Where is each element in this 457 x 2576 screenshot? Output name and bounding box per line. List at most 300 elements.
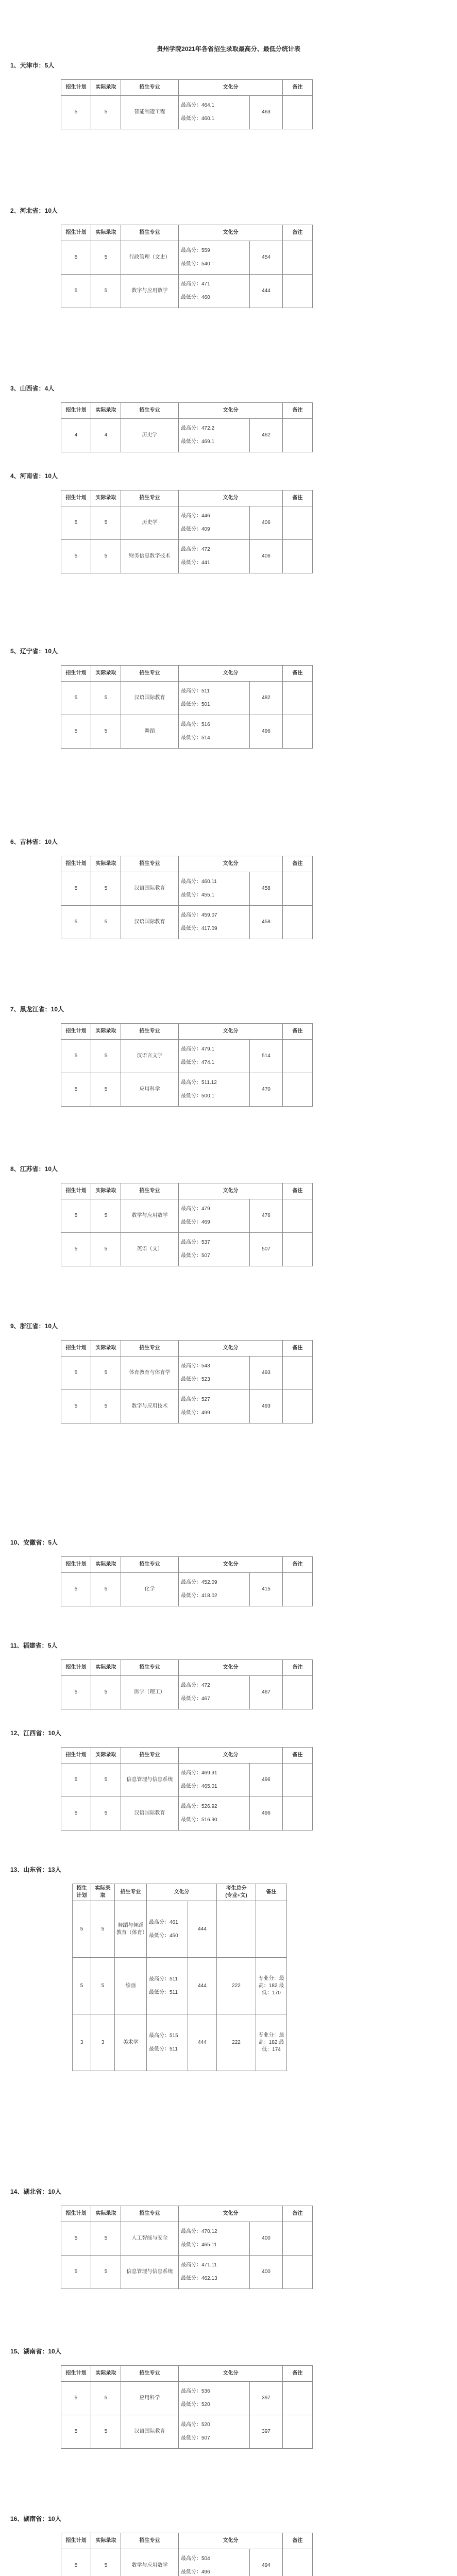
major-cell: 数字与应用数学: [121, 275, 179, 308]
table-row: [73, 1958, 287, 2014]
plan-header: 招生计划: [61, 1183, 91, 1199]
major-header: 招生专业: [121, 666, 179, 682]
max-score: [181, 2421, 247, 2429]
score-range-cell: [179, 540, 250, 573]
score-cell: 507: [250, 1233, 283, 1266]
min-score: [181, 2569, 247, 2576]
min-score: [181, 2242, 247, 2249]
min-score-value: 418.02: [201, 1593, 217, 1599]
min-score-value: 465.01: [201, 1784, 217, 1789]
min-score: [181, 560, 247, 567]
max-score-label: 最高分：: [181, 1240, 201, 1245]
score-header: 文化分: [179, 1660, 283, 1676]
actual-cell: 5: [91, 275, 121, 308]
min-score-value: 520: [201, 2402, 210, 2408]
header-row: [61, 2533, 313, 2549]
max-score-value: 511.12: [201, 1080, 217, 1086]
table-row: [73, 2014, 287, 2071]
min-score-label: 最低分：: [181, 702, 201, 707]
max-score-value: 511: [170, 1976, 178, 1982]
header-row: [61, 1341, 313, 1357]
score-cell: 458: [250, 872, 283, 906]
major-header: 招生专业: [121, 2533, 179, 2549]
actual-header: 实际录取: [91, 1660, 121, 1676]
table-row: [61, 906, 313, 939]
min-score-label: 最低分：: [181, 1696, 201, 1702]
min-score-value: 450: [170, 1933, 178, 1939]
max-score-label: 最高分：: [149, 1976, 170, 1982]
min-score-value: 441: [201, 560, 210, 566]
min-score-label: 最低分：: [181, 1093, 201, 1099]
min-score-label: 最低分：: [181, 1817, 201, 1823]
min-score-label: 最低分：: [181, 560, 201, 566]
admission-table: [61, 2365, 313, 2449]
max-score-value: 515: [170, 2032, 178, 2039]
table-row: [61, 96, 313, 129]
table-row: [61, 1797, 313, 1831]
actual-header: 实际录取: [91, 2533, 121, 2549]
plan-cell: 5: [61, 1357, 91, 1390]
note-cell: [283, 96, 313, 129]
max-score-value: 537: [201, 1240, 210, 1245]
table-row: [61, 275, 313, 308]
score-cell: 494: [250, 2549, 283, 2576]
actual-cell: 5: [91, 241, 121, 275]
section-heading: 7、黑龙江省：10人: [10, 1006, 64, 1013]
max-score-value: 511: [201, 688, 210, 694]
actual-cell: 5: [91, 1764, 121, 1797]
actual-cell: 5: [91, 1797, 121, 1831]
max-score: [181, 1770, 247, 1777]
major-cell: 人工智能与安全: [121, 2222, 179, 2256]
min-score: [181, 438, 247, 446]
major-cell: 数学与应用数学: [121, 1199, 179, 1233]
plan-cell: 5: [61, 906, 91, 939]
max-score-value: 504: [201, 2556, 210, 2562]
table-row: [61, 2256, 313, 2289]
max-score: [181, 688, 247, 695]
plan-header: 招生计划: [61, 1341, 91, 1357]
note-header: 备注: [283, 1748, 313, 1764]
max-score-value: 516: [201, 722, 210, 727]
min-score: [181, 1093, 247, 1100]
total-header: [217, 1884, 256, 1901]
max-score-label: 最高分：: [181, 722, 201, 727]
score-cell: 454: [250, 241, 283, 275]
plan-header: 招生计划: [61, 490, 91, 506]
score-cell: 493: [250, 1357, 283, 1390]
min-score-value: 496: [201, 2569, 210, 2575]
actual-cell: 5: [91, 1233, 121, 1266]
score-cell: 444: [250, 275, 283, 308]
max-score: [181, 1206, 247, 1213]
min-score-value: 500.1: [201, 1093, 215, 1099]
actual-cell: 5: [91, 1073, 121, 1107]
note-cell: [283, 419, 313, 452]
header-row: [61, 856, 313, 872]
plan-cell: 5: [61, 1199, 91, 1233]
min-score: [181, 1252, 247, 1260]
actual-cell: 5: [91, 1199, 121, 1233]
max-score-label: 最高分：: [181, 1206, 201, 1212]
min-score: [181, 735, 247, 742]
table-row: [61, 1764, 313, 1797]
min-score-label: 最低分：: [181, 2402, 201, 2408]
major-header: 招生专业: [115, 1884, 147, 1901]
max-score-value: 526.92: [201, 1804, 217, 1809]
table-row: [61, 1233, 313, 1266]
max-score-label: 最高分：: [181, 513, 201, 519]
section-heading: 13、山东省：13人: [10, 1866, 61, 1873]
score-cell: 444: [188, 1958, 217, 2014]
header-row: [61, 1183, 313, 1199]
min-score-label: 最低分：: [181, 2276, 201, 2281]
actual-header: 实际录取: [91, 403, 121, 419]
table-row: [61, 2549, 313, 2576]
note-cell: [283, 1390, 313, 1423]
plan-cell: 5: [61, 1797, 91, 1831]
actual-header: 实际录取: [91, 1341, 121, 1357]
score-cell: 514: [250, 1040, 283, 1073]
header-row: [61, 666, 313, 682]
major-cell: 数字与应用技术: [121, 1390, 179, 1423]
score-range-cell: [179, 1573, 250, 1606]
min-score: [181, 526, 247, 533]
min-score-value: 469.1: [201, 439, 215, 445]
major-cell: 医学（理工）: [121, 1676, 179, 1709]
min-score: [181, 1059, 247, 1066]
total-header-main: 考生总分: [226, 1886, 247, 1891]
note-header: 备注: [283, 856, 313, 872]
min-score-value: 409: [201, 527, 210, 532]
major-cell: 体育教育与体育学: [121, 1357, 179, 1390]
score-cell: 444: [188, 1901, 217, 1958]
min-score: [181, 892, 247, 899]
max-score-value: 543: [201, 1363, 210, 1369]
actual-header: 实际录取: [91, 666, 121, 682]
score-header: 文化分: [179, 1557, 283, 1573]
section-heading: 15、湖南省：10人: [10, 2348, 61, 2355]
actual-cell: 5: [91, 2415, 121, 2449]
max-score-label: 最高分：: [181, 2556, 201, 2562]
major-cell: 信息管理与信息系统: [121, 1764, 179, 1797]
min-score-value: 474.1: [201, 1060, 215, 1065]
score-header: 文化分: [179, 80, 283, 96]
note-cell: 专业分：最高：182 最低：174: [256, 2014, 287, 2071]
min-score-value: 462.13: [201, 2276, 217, 2281]
note-header: 备注: [283, 1024, 313, 1040]
max-score-label: 最高分：: [181, 1363, 201, 1369]
max-score-value: 472.2: [201, 426, 215, 431]
score-header: 文化分: [179, 1341, 283, 1357]
score-cell: 470: [250, 1073, 283, 1107]
score-cell: 406: [250, 506, 283, 540]
major-cell: 信息管理与信息系统: [121, 2256, 179, 2289]
max-score-label: 最高分：: [149, 1919, 170, 1925]
max-score-label: 最高分：: [181, 2229, 201, 2234]
score-range-cell: [147, 2014, 188, 2071]
major-cell: 绘画: [115, 1958, 147, 2014]
score-range-cell: [179, 1764, 250, 1797]
plan-cell: 5: [61, 96, 91, 129]
score-range-cell: [179, 1233, 250, 1266]
admission-table: [61, 1340, 313, 1423]
min-score-value: 540: [201, 261, 210, 267]
major-cell: 汉语国际教育: [121, 2415, 179, 2449]
admission-table-wide: [72, 1884, 287, 2071]
note-header: 备注: [283, 1660, 313, 1676]
score-cell: 444: [188, 2014, 217, 2071]
score-header: 文化分: [179, 2533, 283, 2549]
note-header: 备注: [283, 403, 313, 419]
min-score-value: 514: [201, 735, 210, 741]
major-header: 招生专业: [121, 856, 179, 872]
score-header: 文化分: [179, 666, 283, 682]
plan-cell: 3: [73, 2014, 91, 2071]
actual-header: 实际录取: [91, 856, 121, 872]
min-score-label: 最低分：: [149, 1989, 170, 1995]
score-cell: 415: [250, 1573, 283, 1606]
min-score-value: 417.09: [201, 926, 217, 931]
score-header: 文化分: [179, 403, 283, 419]
min-score-value: 501: [201, 702, 210, 707]
max-score: [181, 1396, 247, 1403]
header-row: [61, 225, 313, 241]
header-row: [61, 2206, 313, 2222]
min-score-label: 最低分：: [181, 1060, 201, 1065]
table-row: [61, 872, 313, 906]
max-score-label: 最高分：: [181, 879, 201, 885]
plan-cell: 5: [61, 1390, 91, 1423]
header-row: [61, 1660, 313, 1676]
note-cell: [283, 715, 313, 749]
plan-cell: 5: [61, 506, 91, 540]
max-score-value: 460.11: [201, 879, 217, 885]
table-row: [61, 2382, 313, 2415]
min-score-label: 最低分：: [181, 1593, 201, 1599]
major-header: 招生专业: [121, 490, 179, 506]
header-row: [61, 1024, 313, 1040]
note-cell: [283, 1199, 313, 1233]
max-score-value: 452.09: [201, 1580, 217, 1585]
min-score: [181, 2275, 247, 2282]
max-score: [181, 1239, 247, 1246]
actual-header: 实际录取: [91, 1024, 121, 1040]
note-cell: [283, 2382, 313, 2415]
max-score: [149, 2032, 185, 2040]
score-cell: 406: [250, 540, 283, 573]
major-cell: 美术学: [115, 2014, 147, 2071]
note-cell: [283, 540, 313, 573]
min-score: [181, 1592, 247, 1600]
max-score-value: 470.12: [201, 2229, 217, 2234]
admission-table: [61, 1659, 313, 1709]
note-cell: [283, 906, 313, 939]
note-cell: [283, 1233, 313, 1266]
major-header: 招生专业: [121, 225, 179, 241]
actual-header: 实际录取: [91, 1884, 115, 1901]
admission-table: [61, 665, 313, 749]
note-cell: [283, 506, 313, 540]
max-score-label: 最高分：: [181, 1580, 201, 1585]
score-range-cell: [179, 2382, 250, 2415]
plan-header: 招生计划: [61, 1660, 91, 1676]
score-range-cell: [179, 2415, 250, 2449]
score-range-cell: [179, 1357, 250, 1390]
plan-cell: 5: [61, 2222, 91, 2256]
max-score: [181, 1363, 247, 1370]
score-range-cell: [179, 275, 250, 308]
table-row: [61, 506, 313, 540]
note-cell: [283, 241, 313, 275]
note-cell: [283, 872, 313, 906]
score-range-cell: [179, 2256, 250, 2289]
plan-cell: 5: [61, 1073, 91, 1107]
major-header: 招生专业: [121, 1183, 179, 1199]
note-cell: [283, 2256, 313, 2289]
table-row: [61, 1676, 313, 1709]
min-score-value: 516.90: [201, 1817, 217, 1823]
note-cell: [283, 1676, 313, 1709]
max-score: [181, 1046, 247, 1053]
min-score: [181, 1376, 247, 1383]
actual-cell: 5: [91, 1958, 115, 2014]
max-score: [181, 721, 247, 728]
table-row: [61, 1199, 313, 1233]
min-score-value: 499: [201, 1410, 210, 1416]
score-range-cell: [179, 96, 250, 129]
section-heading: 2、河北省：10人: [10, 207, 58, 214]
min-score-value: 507: [201, 2435, 210, 2441]
plan-cell: 5: [61, 275, 91, 308]
max-score-label: 最高分：: [181, 2262, 201, 2268]
plan-cell: 5: [61, 1764, 91, 1797]
actual-cell: 5: [91, 1390, 121, 1423]
max-score-value: 520: [201, 2422, 210, 2428]
min-score-label: 最低分：: [181, 892, 201, 898]
plan-cell: 5: [73, 1901, 91, 1958]
score-range-cell: [179, 2549, 250, 2576]
table-row: [61, 2222, 313, 2256]
score-header: 文化分: [179, 2206, 283, 2222]
note-cell: [283, 2222, 313, 2256]
plan-cell: 5: [61, 1676, 91, 1709]
min-score: [181, 1219, 247, 1226]
note-header: 备注: [283, 1557, 313, 1573]
score-range-cell: [179, 1797, 250, 1831]
note-cell: [283, 1573, 313, 1606]
max-score: [181, 247, 247, 255]
min-score-label: 最低分：: [181, 2569, 201, 2575]
score-cell: 397: [250, 2415, 283, 2449]
actual-cell: 4: [91, 419, 121, 452]
plan-cell: 5: [61, 2415, 91, 2449]
major-header: 招生专业: [121, 1024, 179, 1040]
actual-header: 实际录取: [91, 225, 121, 241]
min-score-label: 最低分：: [181, 2242, 201, 2248]
max-score-label: 最高分：: [149, 2032, 170, 2039]
max-score-label: 最高分：: [181, 1683, 201, 1688]
plan-header: 招生计划: [61, 2366, 91, 2382]
max-score: [181, 1682, 247, 1689]
score-cell: 476: [250, 1199, 283, 1233]
major-cell: 智能制造工程: [121, 96, 179, 129]
major-cell: 汉语国际教育: [121, 1797, 179, 1831]
min-score: [181, 701, 247, 708]
min-score: [181, 1817, 247, 1824]
table-row: [61, 2415, 313, 2449]
min-score-value: 455.1: [201, 892, 215, 898]
actual-header: 实际录取: [91, 2366, 121, 2382]
min-score-value: 465.11: [201, 2242, 217, 2248]
score-cell: 482: [250, 682, 283, 715]
major-header: 招生专业: [121, 403, 179, 419]
table-row: [61, 715, 313, 749]
section-heading: 9、浙江省：10人: [10, 1323, 58, 1330]
major-cell: 舞蹈与舞蹈教育（体育）: [115, 1901, 147, 1958]
major-header: 招生专业: [121, 2206, 179, 2222]
max-score: [181, 102, 247, 109]
table-row: [61, 540, 313, 573]
max-score: [181, 1803, 247, 1810]
max-score-value: 479: [201, 1206, 210, 1212]
major-header: 招生专业: [121, 1557, 179, 1573]
actual-header: 实际录取: [91, 1557, 121, 1573]
major-cell: 汉语言文学: [121, 1040, 179, 1073]
max-score-label: 最高分：: [181, 688, 201, 694]
score-header: 文化分: [179, 1024, 283, 1040]
score-cell: 397: [250, 2382, 283, 2415]
score-cell: 400: [250, 2222, 283, 2256]
total-header-sub: (专业+文): [225, 1893, 247, 1899]
plan-cell: 5: [61, 241, 91, 275]
min-score: [181, 925, 247, 933]
major-cell: 舞蹈: [121, 715, 179, 749]
note-cell: [283, 682, 313, 715]
actual-cell: 5: [91, 540, 121, 573]
actual-header: 实际录取: [91, 490, 121, 506]
admission-table: [61, 402, 313, 452]
admission-table: [61, 1023, 313, 1107]
section-heading: 12、江西省：10人: [10, 1730, 61, 1737]
score-cell: 493: [250, 1390, 283, 1423]
max-score-label: 最高分：: [181, 1397, 201, 1402]
table-row: [61, 419, 313, 452]
max-score-label: 最高分：: [181, 547, 201, 552]
table-row: [61, 1073, 313, 1107]
actual-cell: 5: [91, 906, 121, 939]
header-row: [61, 1557, 313, 1573]
min-score-label: 最低分：: [181, 261, 201, 267]
table-row: [73, 1901, 287, 1958]
actual-cell: 5: [91, 2549, 121, 2576]
score-header: 文化分: [147, 1884, 217, 1901]
max-score: [181, 2555, 247, 2563]
min-score-label: 最低分：: [181, 527, 201, 532]
admission-table: [61, 1556, 313, 1606]
table-row: [61, 1390, 313, 1423]
note-cell: [283, 1073, 313, 1107]
actual-cell: 5: [91, 2382, 121, 2415]
section-heading: 1、天津市：5人: [10, 62, 55, 69]
min-score-label: 最低分：: [181, 116, 201, 122]
max-score-value: 472: [201, 547, 210, 552]
plan-header: 招生计划: [61, 80, 91, 96]
admission-table: [61, 1183, 313, 1266]
max-score: [181, 2388, 247, 2395]
actual-cell: 5: [91, 715, 121, 749]
min-score-label: 最低分：: [181, 735, 201, 741]
